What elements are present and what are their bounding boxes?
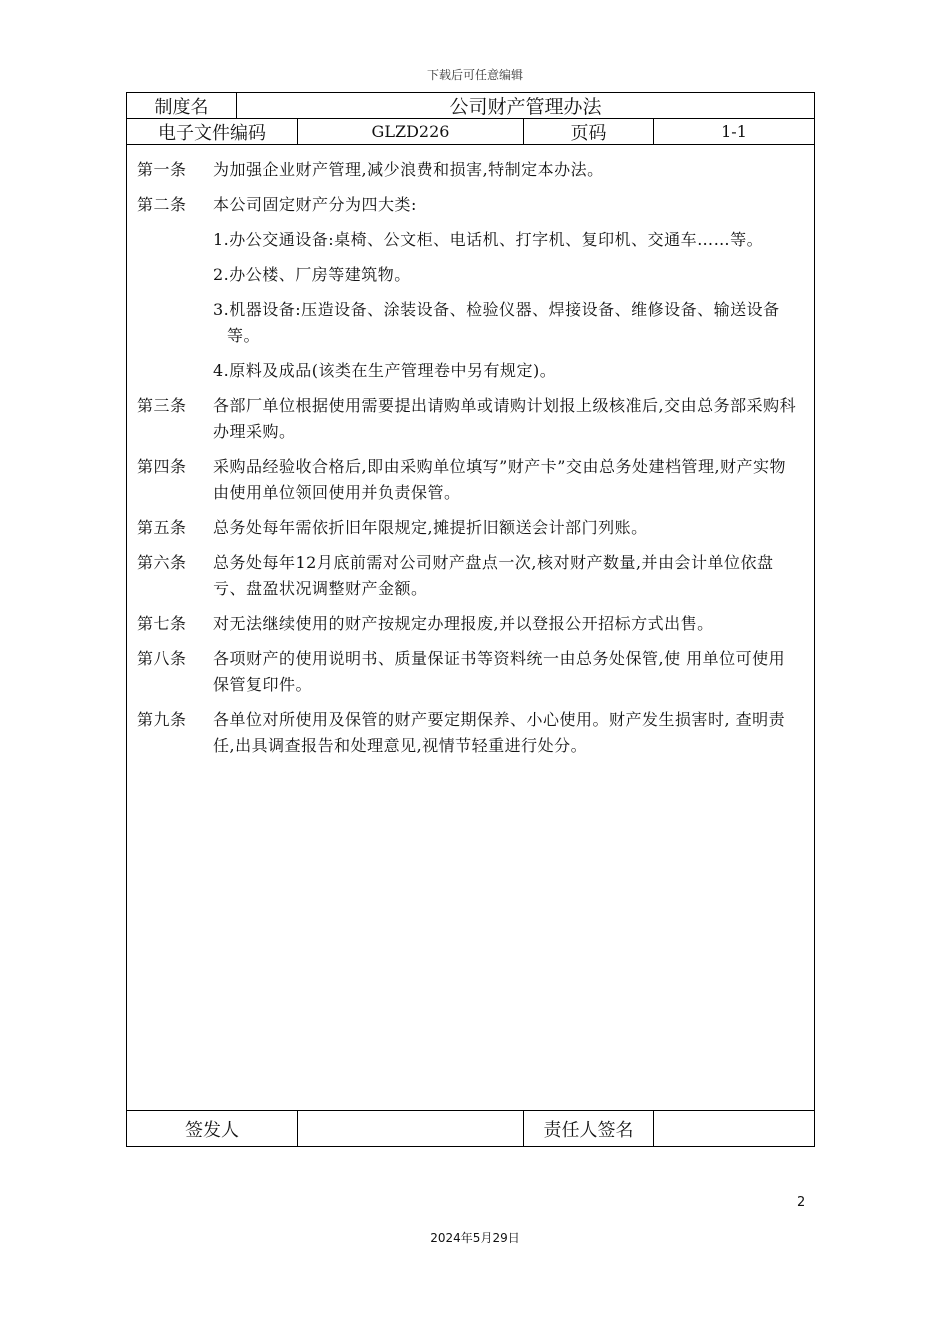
code-value: GLZD226 [297,119,523,144]
article-4 [137,454,814,506]
article-2 [137,192,814,218]
article-number: 第七条 [137,614,187,633]
list-item [137,227,814,253]
article-6 [137,550,814,602]
article-text: 各单位对所使用及保管的财产要定期保养、小心使用。财产发生损害时, 查明责任,出具调查报告和处理意见,视情节轻重进行处分。 [213,710,786,755]
article-3 [137,393,814,445]
policy-title: 公司财产管理办法 [236,93,814,118]
article-number: 第四条 [137,457,187,476]
page-label: 页码 [523,119,653,144]
list-item [137,262,814,288]
article-8 [137,646,814,698]
article-text: 为加强企业财产管理,减少浪费和损害,特制定本办法。 [213,160,604,179]
article-7 [137,611,814,637]
article-number: 第三条 [137,396,187,415]
page-number: 2 [797,1195,806,1210]
article-5 [137,515,814,541]
title-label: 制度名 [154,96,209,118]
policy-body [126,144,815,1110]
article-9 [137,707,814,759]
article-text: 本公司固定财产分为四大类: [213,195,417,214]
list-item-text: 3.机器设备:压造设备、涂装设备、检验仪器、焊接设备、维修设备、输送设备等。 [213,300,780,345]
article-text: 各部厂单位根据使用需要提出请购单或请购计划报上级核准后,交由总务部采购科办理采购。 [213,396,797,441]
list-item-text: 2.办公楼、厂房等建筑物。 [213,265,411,284]
responsible-label: 责任人签名 [523,1111,653,1146]
page-value: 1-1 [653,119,814,144]
article-number: 第八条 [137,649,187,668]
article-text: 各项财产的使用说明书、质量保证书等资料统一由总务处保管,使 用单位可使用保管复印件。 [213,649,786,694]
list-item-text: 4.原料及成品(该类在生产管理卷中另有规定)。 [213,361,557,380]
signature-row [126,1110,815,1147]
article-text: 总务处每年需依折旧年限规定,摊提折旧额送会计部门列账。 [213,518,648,537]
article-number: 第六条 [137,553,187,572]
list-item-text: 1.办公交通设备:桌椅、公文柜、电话机、打字机、复印机、交通车……等。 [213,230,764,249]
responsible-signature-field [653,1111,814,1146]
article-text: 采购品经验收合格后,即由采购单位填写”财产卡”交由总务处建档管理,财产实物由使用单位领回使用并负责保管。 [213,457,787,502]
signer-label: 签发人 [185,1119,239,1141]
article-number: 第五条 [137,518,187,537]
article-number: 第二条 [137,195,187,214]
header-note: 下载后可任意编辑 [426,68,523,82]
policy-table [126,92,815,1147]
code-label: 电子文件编码 [158,122,266,144]
list-item [137,297,814,349]
article-text: 对无法继续使用的财产按规定办理报废,并以登报公开招标方式出售。 [213,614,714,633]
signer-field [297,1111,523,1146]
article-1 [137,157,814,183]
article-number: 第一条 [137,160,187,179]
article-text: 总务处每年12月底前需对公司财产盘点一次,核对财产数量,并由会计单位依盘亏、盘盈状况调整财产金额。 [213,553,774,598]
footer-date: 2024年5月29日 [430,1231,520,1245]
code-row [126,118,815,144]
title-row [126,92,815,118]
article-number: 第九条 [137,710,187,729]
list-item [137,358,814,384]
